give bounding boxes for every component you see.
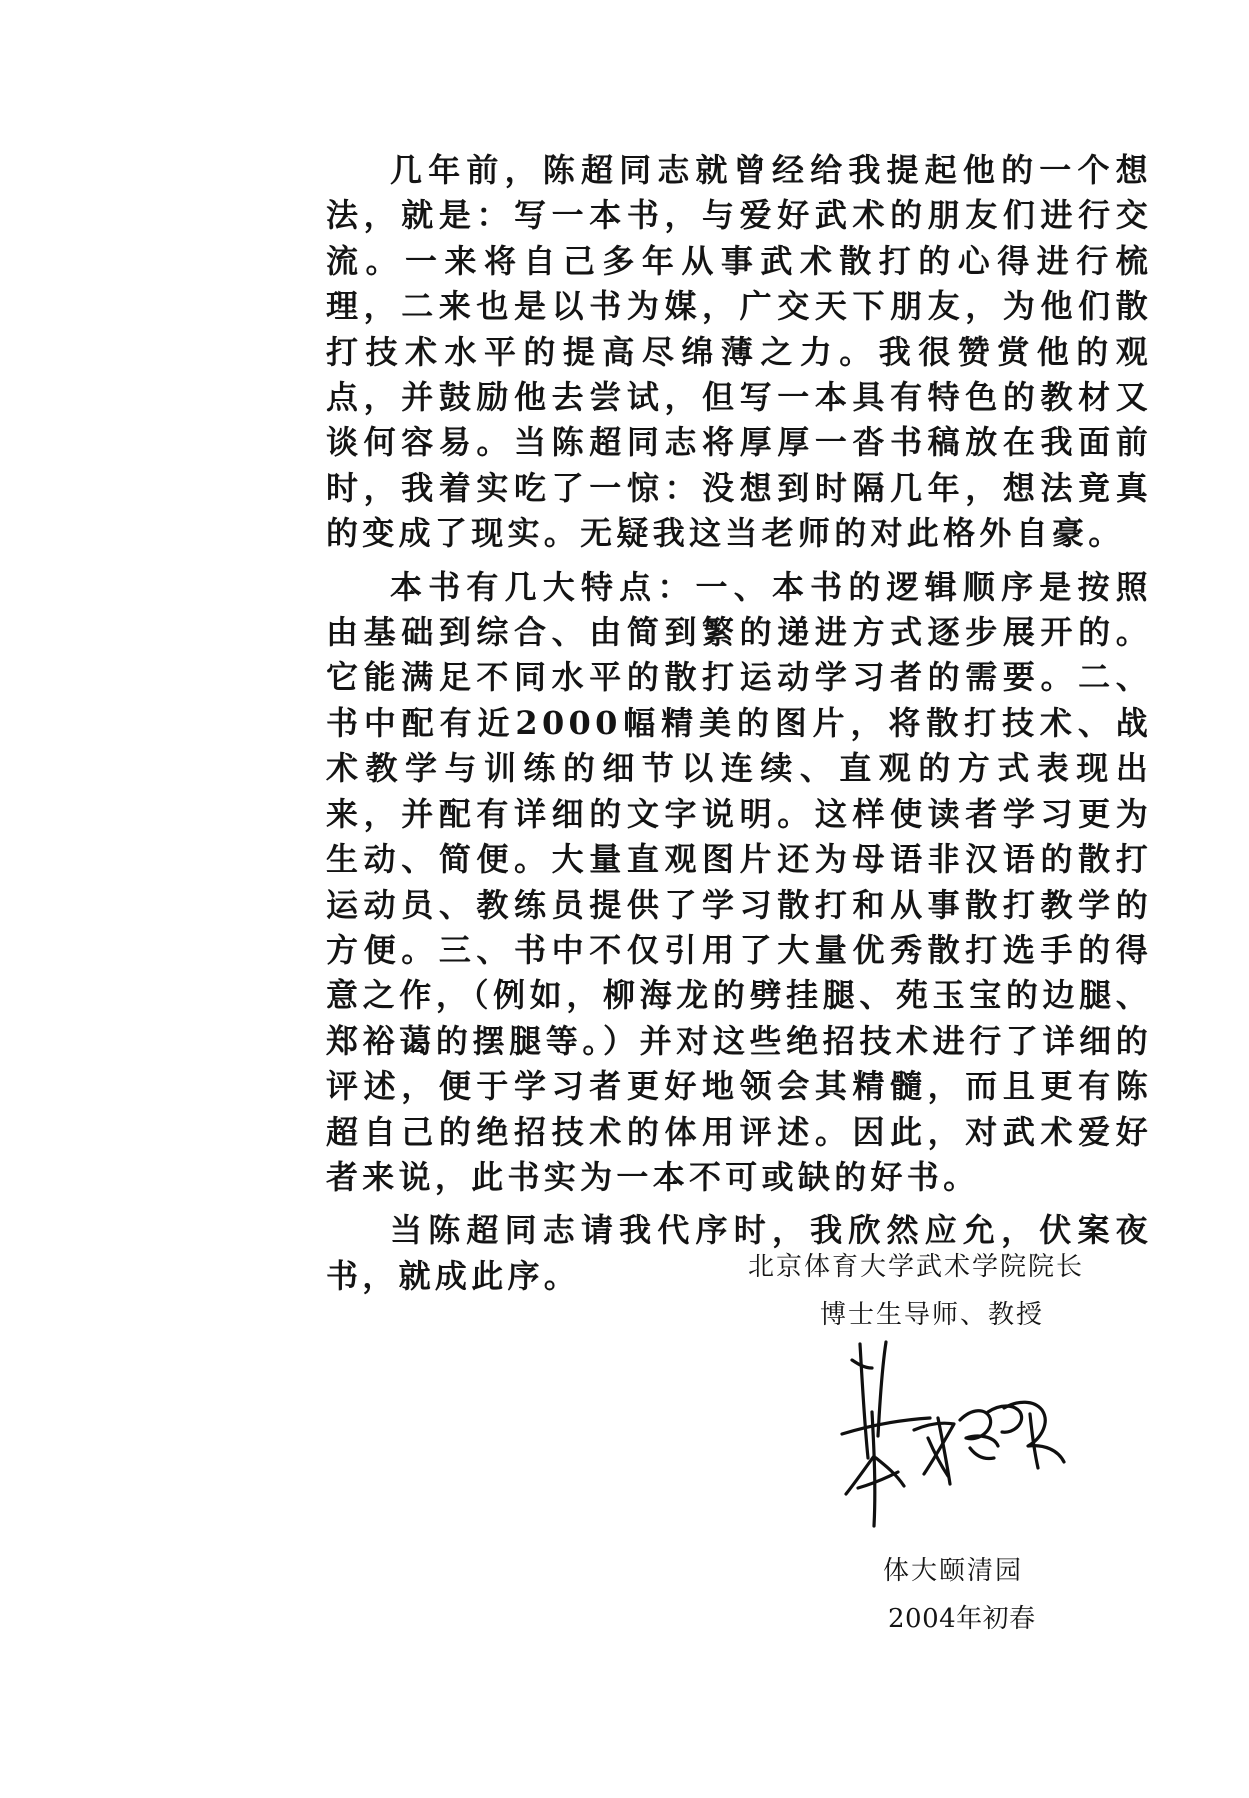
author-title-line-2: 博士生导师、教授 (820, 1300, 1045, 1330)
preface-paragraph-3: 当陈超同志请我代序时，我欣然应允，伏案夜书，就成此序。 (326, 1211, 1152, 1295)
preface-body (326, 148, 1152, 1299)
signing-date: 2004年初春 (888, 1604, 1036, 1634)
preface-paragraph-1: 几年前，陈超同志就曾经给我提起他的一个想法，就是：写一本书，与爱好武术的朋友们进行交流。一来将自己多年从事武术散打的心得进行梳理，二来也是以书为媒，广交天下朋友，为他们散打技术水平的提高尽绵薄之力。我很赞赏他的观点，并鼓励他去尝试，但写一本具有特色的教材又谈何容易。当陈超同志将厚厚一沓书稿放在我面前时，我着实吃了一惊：没想到时隔几年，想法竟真的变成了现实。无疑我这当老师的对此格外自豪。 (326, 151, 1152, 553)
author-title-line-1: 北京体育大学武术学院院长 (748, 1252, 1085, 1282)
signing-place: 体大颐清园 (883, 1556, 1024, 1586)
handwritten-signature (838, 1338, 1068, 1538)
preface-paragraph-2: 本书有几大特点：一、本书的逻辑顺序是按照由基础到综合、由简到繁的递进方式逐步展开的。它能满足不同水平的散打运动学习者的需要。二、书中配有近2000幅精美的图片，将散打技术、战术教学与训练的细节以连续、直观的方式表现出来，并配有详细的文字说明。这样使读者学习更为生动、简便。大量直观图片还为母语非汉语的散打运动员、教练员提供了学习散打和从事散打教学的方便。三、书中不仅引用了大量优秀散打选手的得意之作，（例如，柳海龙的劈挂腿、苑玉宝的边腿、郑裕蔼的摆腿等。）并对这些绝招技术进行了详细的评述，便于学习者更好地领会其精髓，而且更有陈超自己的绝招技术的体用评述。因此，对武术爱好者来说，此书实为一本不可或缺的好书。 (326, 567, 1152, 1196)
